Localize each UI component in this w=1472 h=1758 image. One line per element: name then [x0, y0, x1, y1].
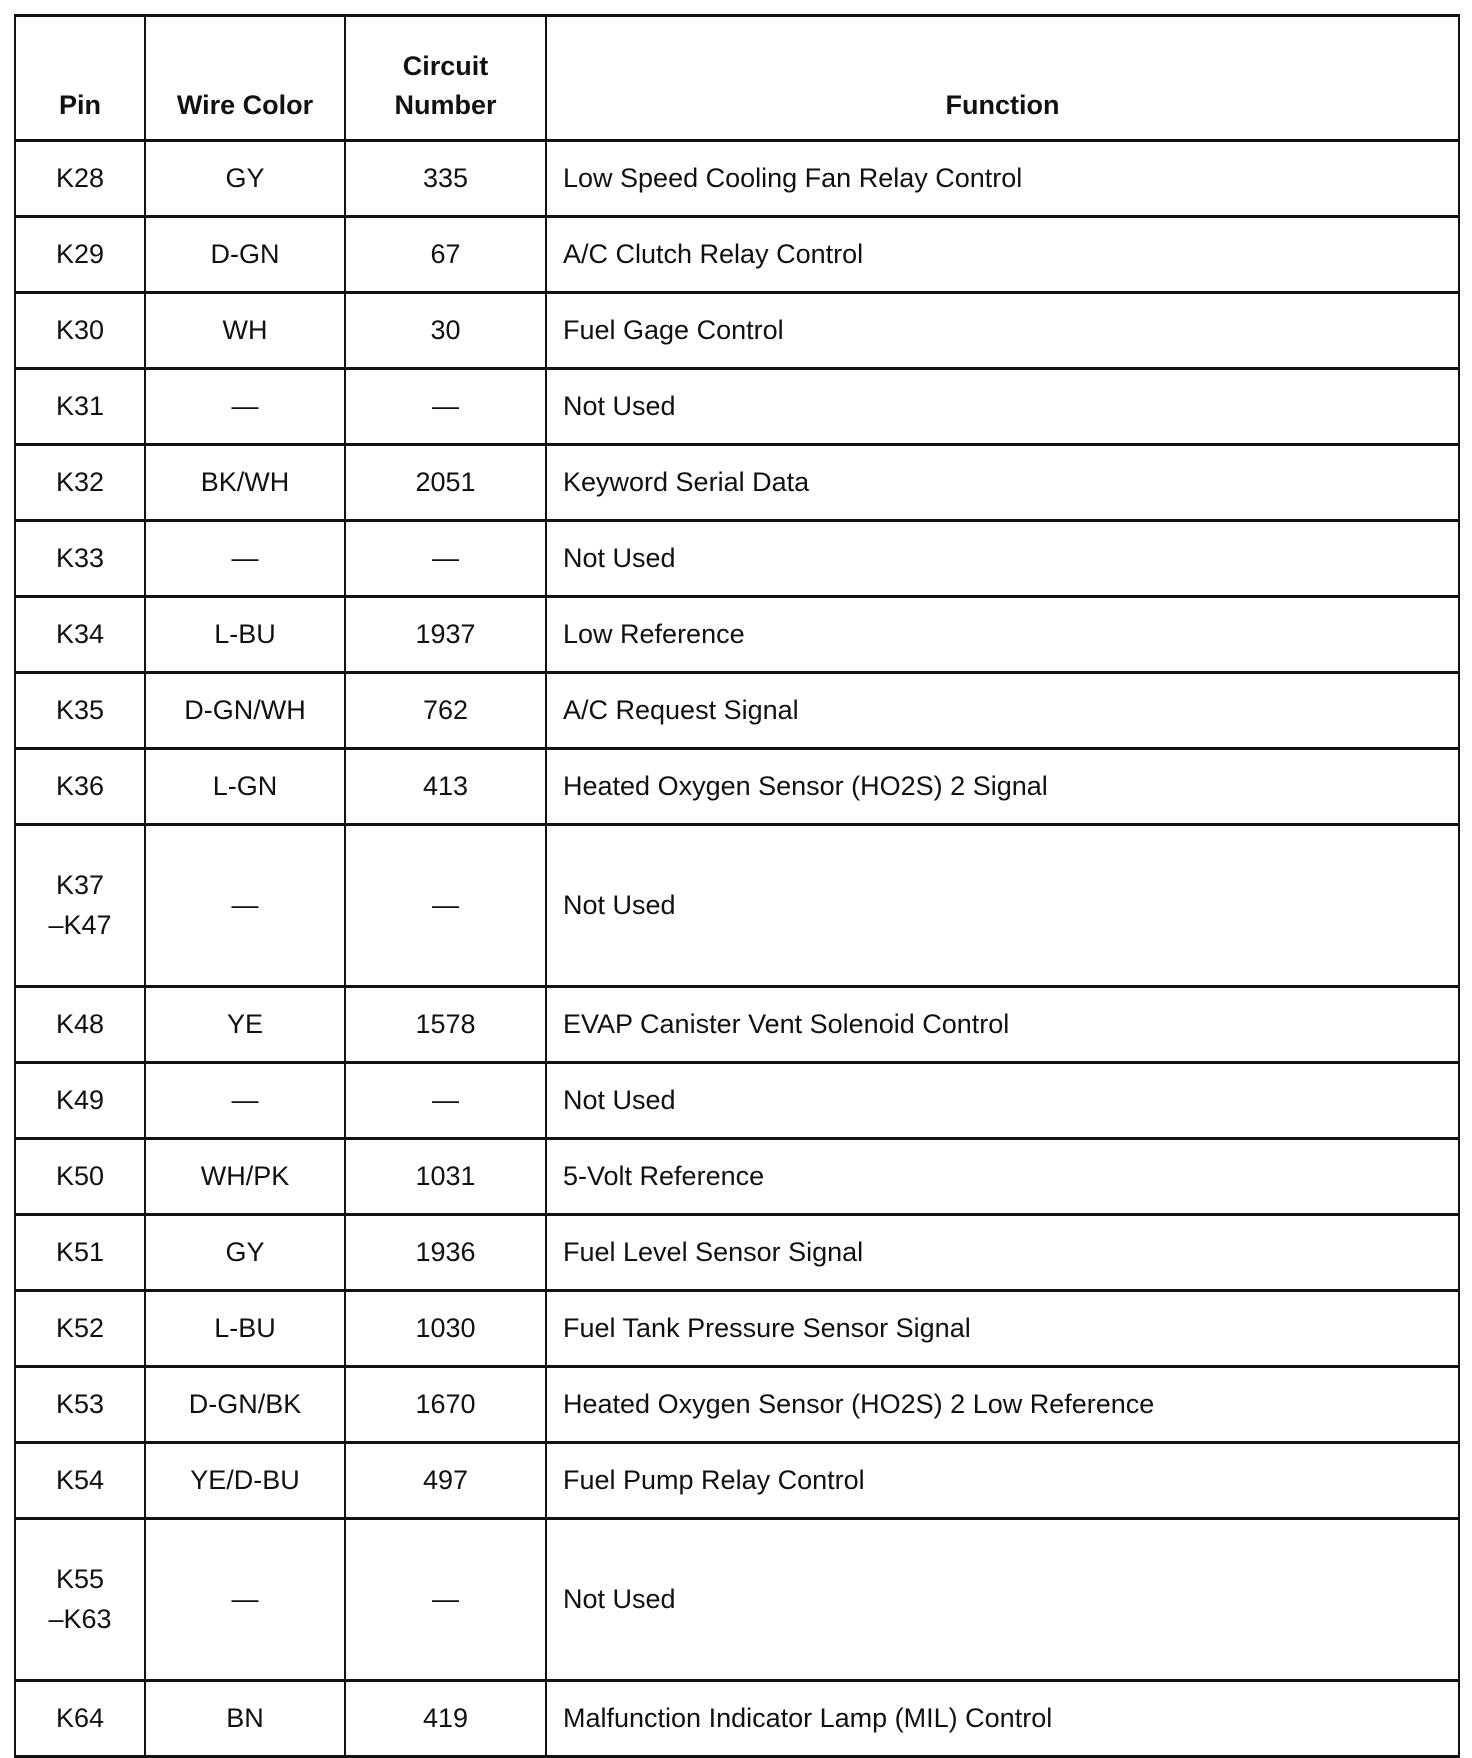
table-row [15, 673, 1459, 749]
circuit-number-cell: 2051 [345, 445, 546, 521]
circuit-number-cell: — [345, 1519, 546, 1681]
pin-cell: K48 [15, 987, 145, 1063]
function-cell: Heated Oxygen Sensor (HO2S) 2 Signal [546, 749, 1459, 825]
wire-color-cell: — [145, 825, 345, 987]
circuit-number-cell: 419 [345, 1681, 546, 1757]
function-cell: A/C Request Signal [546, 673, 1459, 749]
table-row [15, 1139, 1459, 1215]
table-row [15, 369, 1459, 445]
circuit-number-cell: 1936 [345, 1215, 546, 1291]
function-cell: Not Used [546, 369, 1459, 445]
pin-cell: K64 [15, 1681, 145, 1757]
function-cell: A/C Clutch Relay Control [546, 217, 1459, 293]
circuit-number-cell: — [345, 521, 546, 597]
function-cell: EVAP Canister Vent Solenoid Control [546, 987, 1459, 1063]
table-row [15, 749, 1459, 825]
circuit-number-cell: 1670 [345, 1367, 546, 1443]
header-row [15, 16, 1459, 141]
circuit-number-cell: 335 [345, 141, 546, 217]
function-cell: Not Used [546, 825, 1459, 987]
circuit-number-cell: 1578 [345, 987, 546, 1063]
circuit-number-cell: 762 [345, 673, 546, 749]
wire-color-cell: — [145, 369, 345, 445]
pin-cell: K31 [15, 369, 145, 445]
pin-cell: K29 [15, 217, 145, 293]
header-circuit-line2: Number [394, 90, 497, 120]
connector-pinout-table [14, 14, 1460, 1758]
table-row [15, 597, 1459, 673]
header-wire-color: Wire Color [145, 16, 345, 141]
table-row [15, 445, 1459, 521]
pin-cell: K52 [15, 1291, 145, 1367]
wire-color-cell: YE/D-BU [145, 1443, 345, 1519]
table-row [15, 141, 1459, 217]
circuit-number-cell: 1031 [345, 1139, 546, 1215]
table-body [15, 141, 1459, 1757]
table-row [15, 1681, 1459, 1757]
pin-cell: K49 [15, 1063, 145, 1139]
pin-cell: K30 [15, 293, 145, 369]
wire-color-cell: GY [145, 141, 345, 217]
function-cell: Not Used [546, 1519, 1459, 1681]
wire-color-cell: L-BU [145, 1291, 345, 1367]
wire-color-cell: WH/PK [145, 1139, 345, 1215]
wire-color-cell: L-BU [145, 597, 345, 673]
function-cell: Low Reference [546, 597, 1459, 673]
header-function: Function [546, 16, 1459, 141]
pin-cell: K37 –K47 [15, 825, 145, 987]
table-row [15, 1291, 1459, 1367]
wire-color-cell: WH [145, 293, 345, 369]
pin-cell: K50 [15, 1139, 145, 1215]
pin-cell: K35 [15, 673, 145, 749]
header-circuit-line1: Circuit [402, 51, 489, 81]
circuit-number-cell: 1030 [345, 1291, 546, 1367]
header-circuit-number [345, 16, 546, 141]
table-row [15, 521, 1459, 597]
circuit-number-cell: — [345, 369, 546, 445]
function-cell: Fuel Level Sensor Signal [546, 1215, 1459, 1291]
circuit-number-cell: 497 [345, 1443, 546, 1519]
function-cell: Fuel Gage Control [546, 293, 1459, 369]
function-cell: Keyword Serial Data [546, 445, 1459, 521]
circuit-number-cell: 1937 [345, 597, 546, 673]
wire-color-cell: YE [145, 987, 345, 1063]
pin-cell: K53 [15, 1367, 145, 1443]
wire-color-cell: GY [145, 1215, 345, 1291]
pin-cell: K54 [15, 1443, 145, 1519]
wire-color-cell: L-GN [145, 749, 345, 825]
table-row [15, 987, 1459, 1063]
table-row [15, 1215, 1459, 1291]
function-cell: Low Speed Cooling Fan Relay Control [546, 141, 1459, 217]
wire-color-cell: D-GN/BK [145, 1367, 345, 1443]
table-row [15, 217, 1459, 293]
function-cell: Not Used [546, 521, 1459, 597]
pin-cell: K32 [15, 445, 145, 521]
table-row [15, 1443, 1459, 1519]
function-cell: Fuel Pump Relay Control [546, 1443, 1459, 1519]
function-cell: Fuel Tank Pressure Sensor Signal [546, 1291, 1459, 1367]
wire-color-cell: — [145, 1063, 345, 1139]
wire-color-cell: — [145, 1519, 345, 1681]
wire-color-cell: — [145, 521, 345, 597]
table-row [15, 1519, 1459, 1681]
wire-color-cell: BK/WH [145, 445, 345, 521]
pin-cell: K55 –K63 [15, 1519, 145, 1681]
wire-color-cell: D-GN [145, 217, 345, 293]
table-row [15, 293, 1459, 369]
table-row [15, 825, 1459, 987]
pin-cell: K28 [15, 141, 145, 217]
pin-cell: K34 [15, 597, 145, 673]
circuit-number-cell: — [345, 825, 546, 987]
wire-color-cell: D-GN/WH [145, 673, 345, 749]
function-cell: 5-Volt Reference [546, 1139, 1459, 1215]
function-cell: Heated Oxygen Sensor (HO2S) 2 Low Reference [546, 1367, 1459, 1443]
function-cell: Malfunction Indicator Lamp (MIL) Control [546, 1681, 1459, 1757]
header-pin: Pin [15, 16, 145, 141]
pin-cell: K33 [15, 521, 145, 597]
table-header [15, 16, 1459, 141]
wire-color-cell: BN [145, 1681, 345, 1757]
pin-cell: K51 [15, 1215, 145, 1291]
circuit-number-cell: 67 [345, 217, 546, 293]
table-row [15, 1367, 1459, 1443]
pin-cell: K36 [15, 749, 145, 825]
function-cell: Not Used [546, 1063, 1459, 1139]
circuit-number-cell: 30 [345, 293, 546, 369]
table-row [15, 1063, 1459, 1139]
circuit-number-cell: — [345, 1063, 546, 1139]
circuit-number-cell: 413 [345, 749, 546, 825]
